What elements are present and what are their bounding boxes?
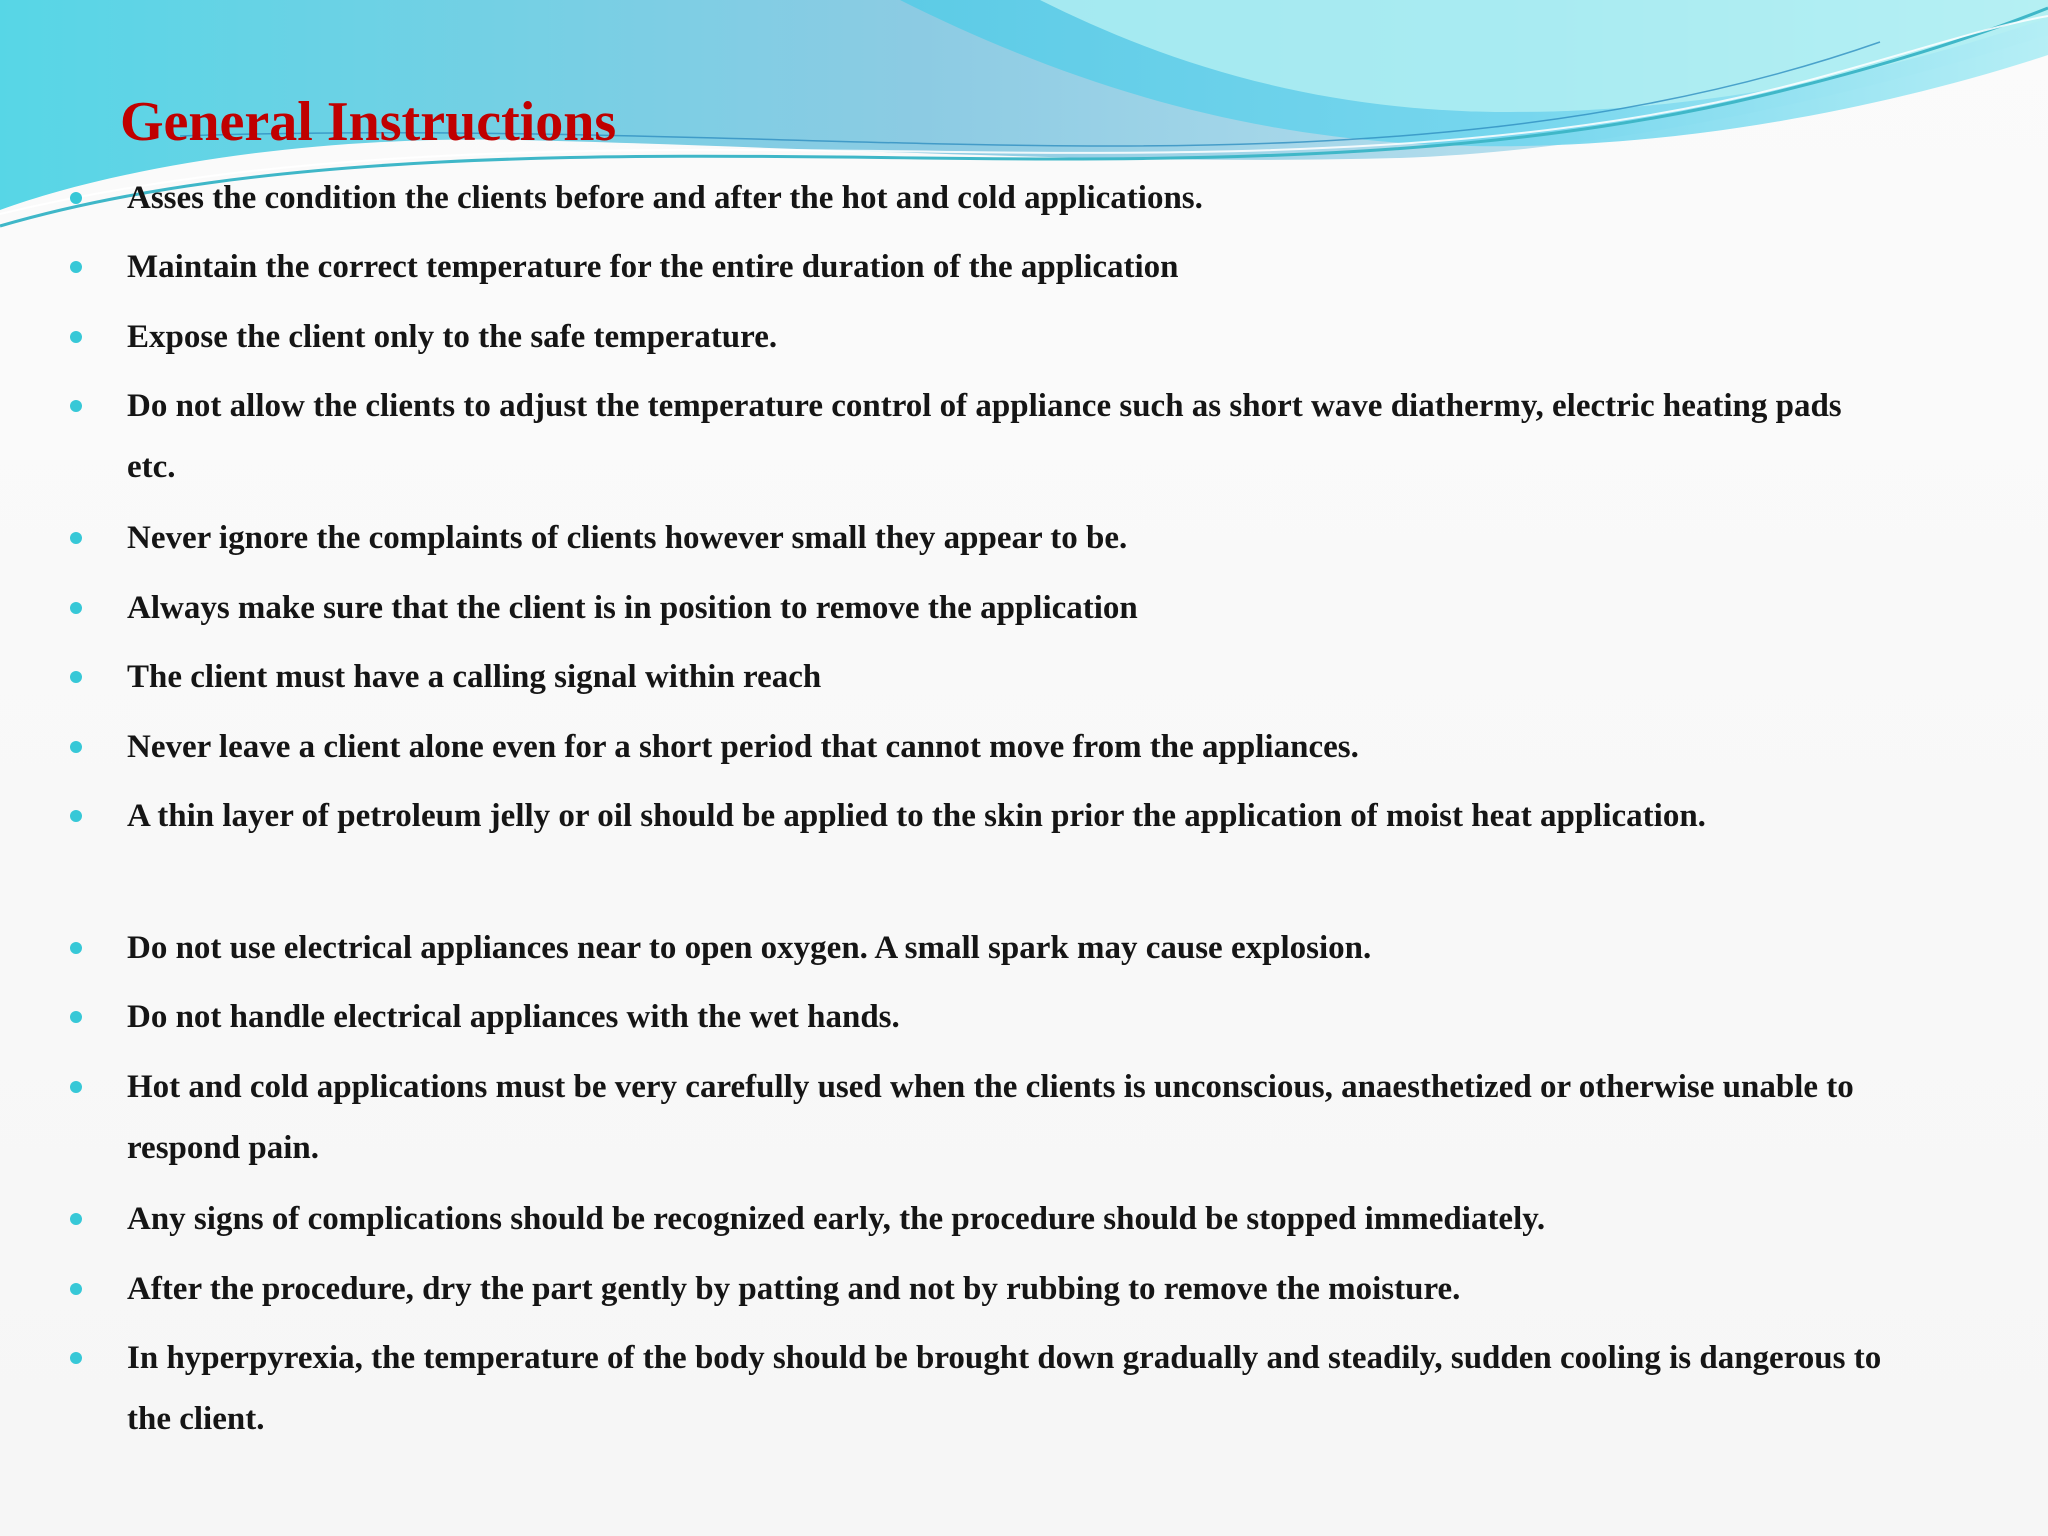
list-item [127, 717, 1887, 778]
bullet-icon [70, 192, 82, 204]
bullet-icon [70, 532, 82, 544]
bullet-icon [70, 1213, 82, 1225]
list-item [127, 1189, 1887, 1250]
list-item [127, 1328, 1887, 1450]
list-item [127, 508, 1887, 569]
list-item-text: Do not use electrical appliances near to open oxygen. A small spark may cause explosion. [127, 930, 1372, 966]
list-item [127, 1259, 1887, 1320]
list-item [127, 987, 1887, 1048]
list-item [127, 1057, 1887, 1179]
list-item [127, 237, 1887, 298]
bullet-icon [70, 1011, 82, 1023]
bullet-icon [70, 671, 82, 683]
list-item-text: Do not allow the clients to adjust the temperature control of appliance such as short wave diathermy, electric heating pads etc. [127, 388, 1842, 485]
bullet-icon [70, 400, 82, 412]
bullet-icon [70, 1081, 82, 1093]
list-item-text: Expose the client only to the safe temperature. [127, 319, 778, 355]
bullet-icon [70, 261, 82, 273]
bullet-icon [70, 1283, 82, 1295]
list-item-text: Any signs of complications should be recognized early, the procedure should be stopped immediately. [127, 1201, 1546, 1237]
list-item-text: Never ignore the complaints of clients however small they appear to be. [127, 520, 1128, 556]
bullet-icon [70, 741, 82, 753]
list-item [127, 786, 1887, 847]
list-item-text: The client must have a calling signal within reach [127, 659, 822, 695]
list-item [127, 918, 1887, 979]
list-item [127, 168, 1887, 229]
bullet-icon [70, 810, 82, 822]
list-item [127, 578, 1887, 639]
list-item-text: Never leave a client alone even for a short period that cannot move from the appliances. [127, 729, 1359, 765]
page-title: General Instructions [120, 91, 617, 153]
bullet-icon [70, 331, 82, 343]
bullet-icon [70, 602, 82, 614]
list-item [127, 647, 1887, 708]
list-item-text: After the procedure, dry the part gently by patting and not by rubbing to remove the moisture. [127, 1271, 1461, 1307]
list-item-text: Do not handle electrical appliances with the wet hands. [127, 999, 900, 1035]
bullet-icon [70, 1352, 82, 1364]
bullet-icon [70, 942, 82, 954]
list-item-text: Asses the condition the clients before and after the hot and cold applications. [127, 180, 1203, 216]
list-item-text: In hyperpyrexia, the temperature of the body should be brought down gradually and steadily, sudden cooling is dangerous to the client. [127, 1340, 1882, 1437]
list-item-text: Maintain the correct temperature for the entire duration of the application [127, 249, 1179, 285]
list-item-text: Hot and cold applications must be very carefully used when the clients is unconscious, anaesthetized or otherwise unable to respond pain. [127, 1069, 1854, 1166]
list-item-text: Always make sure that the client is in position to remove the application [127, 590, 1138, 626]
list-item [127, 376, 1887, 498]
list-item [127, 307, 1887, 368]
list-item-text: A thin layer of petroleum jelly or oil should be applied to the skin prior the application of moist heat application. [127, 798, 1706, 834]
